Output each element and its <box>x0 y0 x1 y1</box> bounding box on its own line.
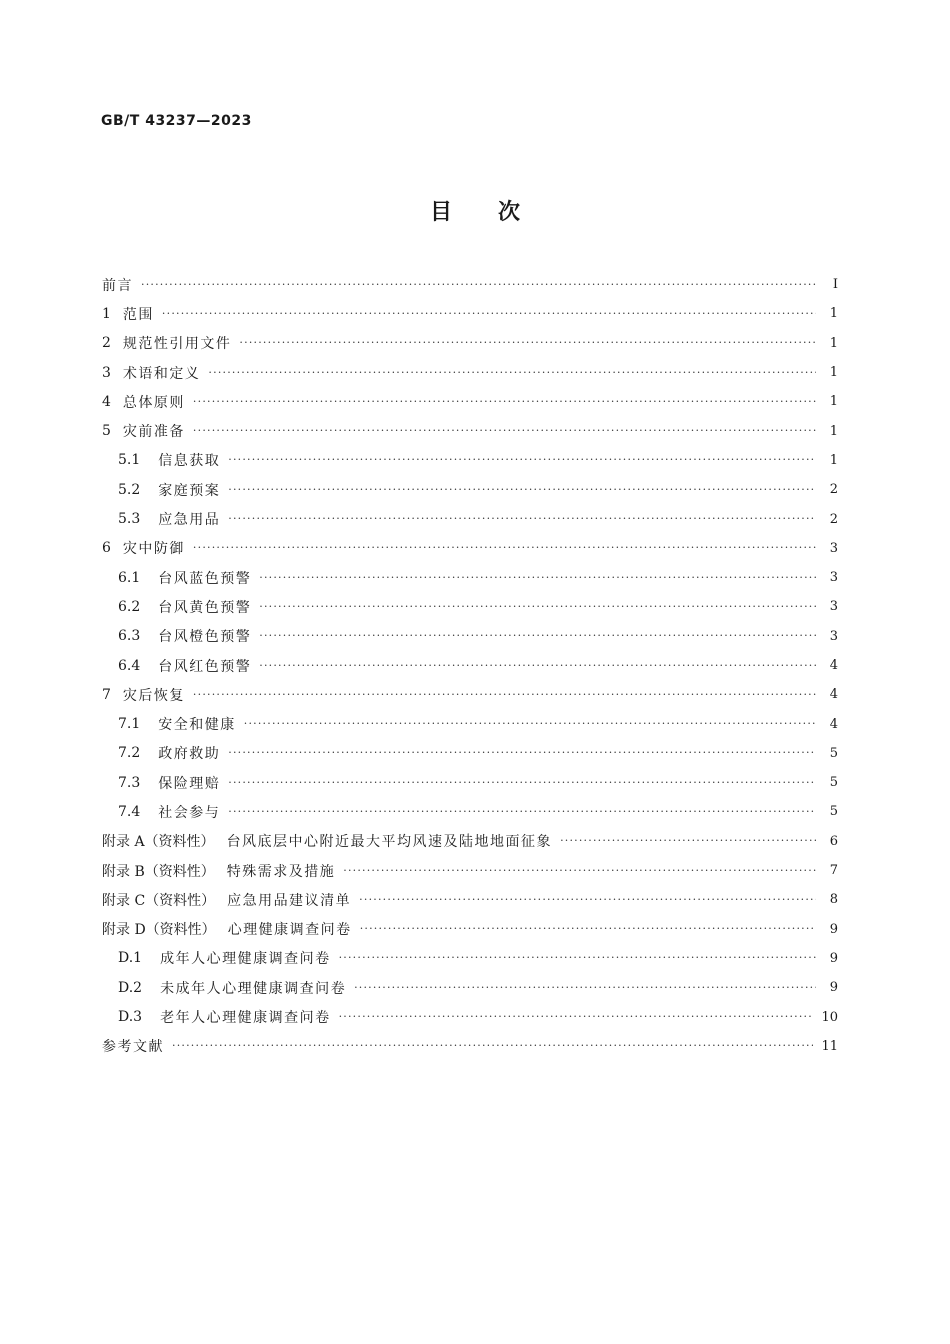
toc-entry-number: 7.2 <box>118 745 141 762</box>
toc-entry-page: 1 <box>829 365 838 381</box>
toc-entry-label: 灾前准备 <box>122 424 185 441</box>
toc-leader-dots <box>228 745 816 761</box>
toc-entry[interactable] <box>102 709 838 738</box>
toc-entry[interactable] <box>102 797 838 826</box>
toc-entry-page: 3 <box>829 628 838 644</box>
toc-entry-number: 5.3 <box>118 511 141 528</box>
toc-entry-number: 4 <box>102 393 111 410</box>
toc-entry[interactable] <box>102 270 838 299</box>
toc-leader-dots <box>172 1038 813 1054</box>
toc-entry[interactable] <box>102 358 838 387</box>
toc-leader-dots <box>354 980 816 996</box>
toc-entry-number: 7.4 <box>118 803 141 820</box>
toc-entry-label: 范围 <box>122 306 154 323</box>
toc-leader-dots <box>244 716 816 732</box>
toc-entry-label: 心理健康调查问卷 <box>227 922 352 939</box>
toc-entry-number: 6.2 <box>118 598 141 615</box>
toc-entry-number: 附录 A（资料性） <box>102 834 215 851</box>
toc-entry-label: 应急用品建议清单 <box>227 892 352 909</box>
toc-entry-number: 5.2 <box>118 481 141 498</box>
toc-entry-number: D.2 <box>118 979 143 996</box>
toc-entry-label: 规范性引用文件 <box>122 336 232 353</box>
toc-entry-number: 7.1 <box>118 716 141 733</box>
toc-leader-dots <box>208 365 816 381</box>
toc-leader-dots <box>193 540 816 556</box>
toc-entry-label: 安全和健康 <box>158 717 236 734</box>
toc-entry-label: 特殊需求及措施 <box>226 863 336 880</box>
toc-entry-page: Ⅰ <box>832 277 838 293</box>
toc-leader-dots <box>560 833 816 849</box>
toc-entry-page: 5 <box>829 804 838 820</box>
toc-leader-dots <box>228 482 816 498</box>
toc-entry[interactable] <box>102 915 838 944</box>
toc-leader-dots <box>360 921 816 937</box>
toc-leader-dots <box>228 804 816 820</box>
toc-entry-number: 7 <box>102 686 111 703</box>
toc-entry-number: 3 <box>102 364 111 381</box>
toc-entry-page: 3 <box>829 599 838 615</box>
toc-entry-page: 1 <box>829 335 838 351</box>
toc-entry-number: 6.1 <box>118 569 141 586</box>
toc-leader-dots <box>228 452 816 468</box>
toc-title-part2: 次 <box>498 200 521 225</box>
toc-entry[interactable] <box>102 856 838 885</box>
toc-entry-page: 5 <box>829 745 838 761</box>
table-of-contents <box>102 270 838 1061</box>
toc-entry-label: 灾中防御 <box>122 541 185 558</box>
toc-entry[interactable] <box>102 299 838 328</box>
toc-entry-label: 参考文献 <box>102 1039 164 1056</box>
toc-entry-number: 1 <box>102 305 111 322</box>
toc-entry[interactable] <box>102 1032 838 1061</box>
toc-leader-dots <box>193 394 816 410</box>
toc-title-part1: 目 <box>429 200 452 225</box>
toc-entry-page: 7 <box>829 863 838 879</box>
toc-entry-number: 附录 B（资料性） <box>102 863 215 880</box>
toc-entry-page: 9 <box>829 980 838 996</box>
toc-entry-label: 成年人心理健康调查问卷 <box>160 951 331 968</box>
toc-entry-label: 应急用品 <box>158 512 221 529</box>
toc-entry-label: 未成年人心理健康调查问卷 <box>160 980 347 997</box>
toc-entry-label: 台风橙色预警 <box>158 629 252 646</box>
toc-leader-dots <box>141 277 816 293</box>
toc-entry-page: 8 <box>829 892 838 908</box>
toc-entry-label: 台风红色预警 <box>158 658 252 675</box>
standard-code: GB/T 43237—2023 <box>101 113 252 129</box>
toc-entry-label: 保险理赔 <box>158 775 221 792</box>
toc-entry-number: D.3 <box>118 1009 143 1026</box>
toc-title <box>0 195 950 226</box>
toc-leader-dots <box>259 570 816 586</box>
toc-leader-dots <box>193 423 816 439</box>
toc-entry-label: 术语和定义 <box>122 365 201 382</box>
toc-entry-number: 5.1 <box>118 452 141 469</box>
toc-entry[interactable] <box>102 534 838 563</box>
toc-entry-page: 1 <box>829 423 838 439</box>
toc-entry[interactable] <box>102 387 838 416</box>
toc-entry[interactable] <box>102 475 838 504</box>
toc-entry-page: 2 <box>829 511 838 527</box>
toc-entry[interactable] <box>102 768 838 797</box>
toc-entry-label: 政府救助 <box>158 746 221 763</box>
toc-entry-page: 3 <box>829 570 838 586</box>
toc-leader-dots <box>259 628 816 644</box>
toc-entry[interactable] <box>102 739 838 768</box>
toc-leader-dots <box>339 1009 814 1025</box>
toc-leader-dots <box>259 658 816 674</box>
toc-entry-page: 4 <box>829 687 838 703</box>
toc-entry[interactable] <box>102 446 838 475</box>
toc-entry-number: 6 <box>102 540 111 557</box>
toc-entry-page: 10 <box>821 1009 838 1025</box>
toc-entry-number: 附录 D（资料性） <box>102 922 216 939</box>
toc-entry[interactable] <box>102 651 838 680</box>
toc-entry[interactable] <box>102 973 838 1002</box>
toc-entry-number: 6.3 <box>118 628 141 645</box>
toc-entry-page: 1 <box>829 394 838 410</box>
toc-entry-page: 9 <box>829 921 838 937</box>
toc-leader-dots <box>228 775 816 791</box>
toc-entry-label: 总体原则 <box>122 394 185 411</box>
toc-leader-dots <box>343 863 816 879</box>
toc-leader-dots <box>259 599 816 615</box>
toc-entry-label: 灾后恢复 <box>122 687 185 704</box>
toc-entry-page: 9 <box>829 950 838 966</box>
toc-entry[interactable] <box>102 563 838 592</box>
toc-entry[interactable] <box>102 1002 838 1031</box>
toc-entry-label: 社会参与 <box>158 804 221 821</box>
toc-entry[interactable] <box>102 592 838 621</box>
toc-leader-dots <box>239 335 816 351</box>
toc-entry-label: 前言 <box>102 277 133 294</box>
toc-entry-page: 1 <box>829 306 838 322</box>
toc-entry-label: 老年人心理健康调查问卷 <box>160 1010 331 1027</box>
toc-entry-page: 4 <box>829 716 838 732</box>
toc-entry[interactable] <box>102 827 838 856</box>
toc-entry-number: 附录 C（资料性） <box>102 892 216 909</box>
toc-entry[interactable] <box>102 504 838 533</box>
toc-entry-page: 5 <box>829 775 838 791</box>
toc-entry-number: 5 <box>102 423 111 440</box>
toc-entry-page: 1 <box>829 452 838 468</box>
toc-entry-number: 6.4 <box>118 657 141 674</box>
toc-entry-label: 台风底层中心附近最大平均风速及陆地地面征象 <box>226 834 553 851</box>
toc-leader-dots <box>339 950 816 966</box>
toc-entry[interactable] <box>102 885 838 914</box>
toc-entry[interactable] <box>102 329 838 358</box>
toc-entry-label: 台风蓝色预警 <box>158 570 252 587</box>
toc-entry-number: 2 <box>102 335 111 352</box>
toc-entry-page: 3 <box>829 540 838 556</box>
toc-entry-label: 家庭预案 <box>158 482 221 499</box>
toc-entry-number: D.1 <box>118 950 143 967</box>
toc-entry[interactable] <box>102 622 838 651</box>
toc-entry-page: 2 <box>829 482 838 498</box>
toc-entry-page: 11 <box>821 1038 838 1054</box>
toc-leader-dots <box>193 687 816 703</box>
toc-entry[interactable] <box>102 944 838 973</box>
toc-entry-page: 4 <box>829 658 838 673</box>
toc-entry-number: 7.3 <box>118 774 141 791</box>
toc-entry-label: 台风黄色预警 <box>158 599 252 616</box>
toc-entry-label: 信息获取 <box>158 453 221 470</box>
toc-leader-dots <box>228 511 816 527</box>
toc-entry[interactable] <box>102 416 838 445</box>
toc-leader-dots <box>162 306 816 322</box>
toc-entry[interactable] <box>102 680 838 709</box>
toc-leader-dots <box>359 892 816 908</box>
toc-entry-page: 6 <box>829 833 838 849</box>
